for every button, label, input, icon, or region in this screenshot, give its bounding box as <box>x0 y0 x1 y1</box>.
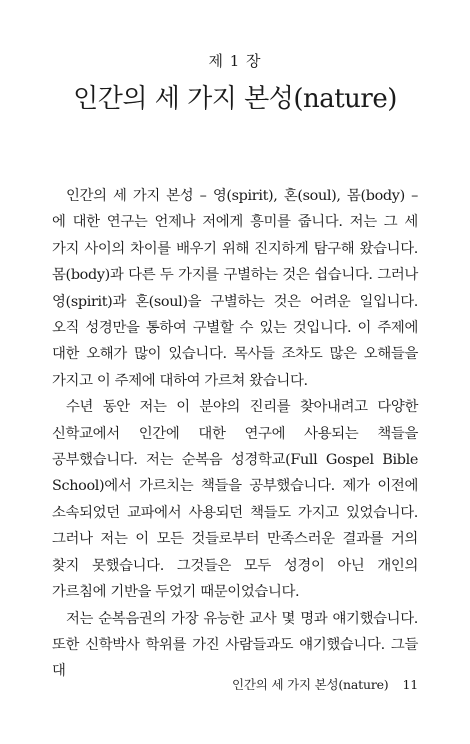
running-title: 인간의 세 가지 본성(nature) <box>232 677 389 692</box>
page-number: 11 <box>402 677 418 692</box>
paragraph-2: 수년 동안 저는 이 분야의 진리를 찾아내려고 다양한 신학교에서 인간에 대한 연구에 사용되는 책들을 공부했습니다. 저는 순복음 성경학교(Full Gospel Bible School)에서 가르치는 책들을 공부했습니다. 제가 이전에 소속되었던 교파에서 사용되던 책들도 가지고 있었습니다. 그러나 저는 이 모든 것들로부터 만족스러운 결과를 거의 찾지 못했습니다. 그것들은 모두 성경이 아닌 개인의 가르침에 기반을 두었기 때문이었습니다. <box>52 399 418 601</box>
paragraph-1: 인간의 세 가지 본성 – 영(spirit), 혼(soul), 몸(body) – 에 대한 연구는 언제나 저에게 흥미를 줍니다. 저는 그 세 가지 사이의 차이를 배우기 위해 진지하게 탐구해 왔습니다. 몸(body)과 다른 두 가지를 구별하는 것은 쉽습니다. 그러나 영(spirit)과 혼(soul)을 구별하는 것은 어려운 일입니다. 오직 성경만을 통하여 구별할 수 있는 것입니다. 이 주제에 대한 오해가 많이 있습니다. 목사들 조차도 많은 오해들을 가지고 이 주제에 대하여 가르쳐 왔습니다. <box>52 188 418 389</box>
chapter-label: 제 1 장 <box>208 52 262 70</box>
page-footer <box>232 675 418 693</box>
chapter-title: 인간의 세 가지 본성(nature) <box>73 84 397 114</box>
body-text <box>52 183 418 685</box>
paragraph-3: 저는 순복음권의 가장 유능한 교사 몇 명과 얘기했습니다. 또한 신학박사 학위를 가진 사람들과도 얘기했습니다. 그들 대 <box>52 610 418 680</box>
